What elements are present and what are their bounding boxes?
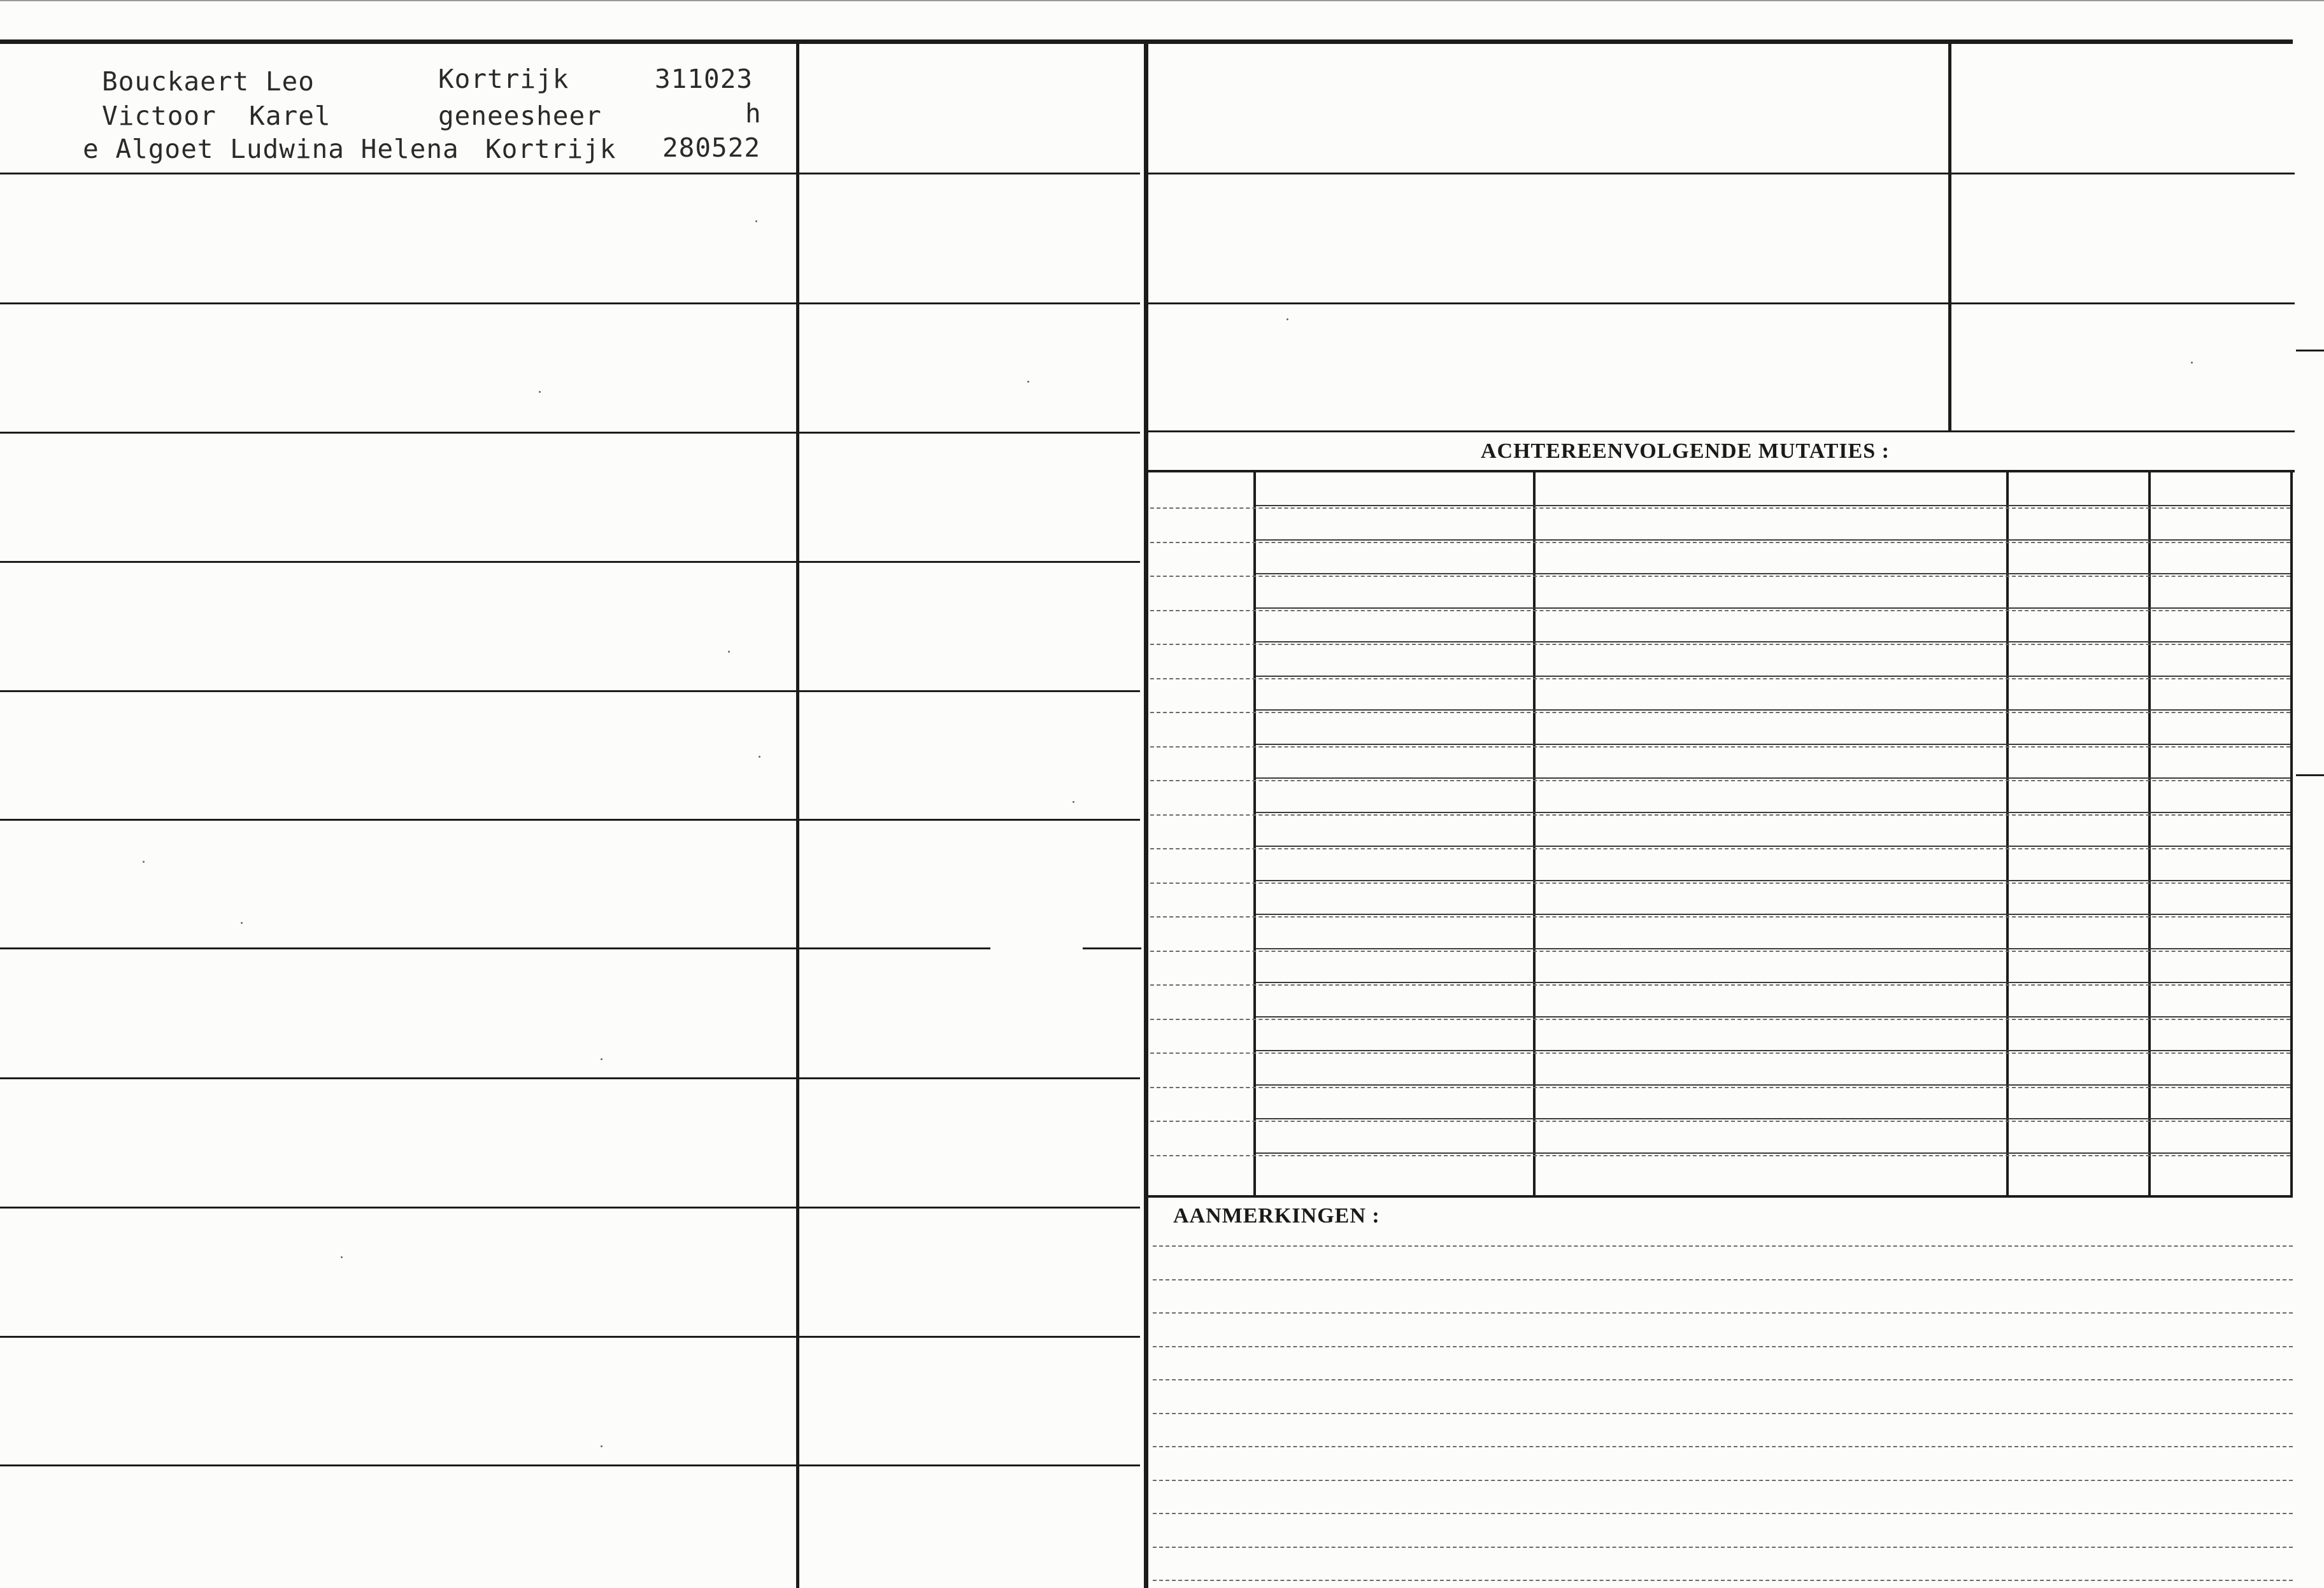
mutations-ruled-line [1150,542,2290,543]
remarks-ruled-line [1153,1346,2293,1347]
record-name-2: Victoor Karel [102,101,331,131]
left-row-line [0,173,1140,174]
paper-speck [755,220,757,222]
right-row-line [1148,302,2295,304]
left-row-line [0,302,1140,304]
mutations-ruled-line [1150,814,2290,816]
mutations-ruled-line-solid [1256,914,2290,915]
remarks-ruled-line [1153,1312,2293,1314]
right-upper-divider [1948,43,1951,430]
mutations-ruled-line-solid [1256,948,2290,949]
mutations-ruled-line-solid [1256,709,2290,711]
mutations-ruled-line [1150,1019,2290,1020]
paper-speck [241,922,243,924]
center-divider [1144,43,1148,1588]
mutations-ruled-line-solid [1256,1152,2290,1154]
mutations-ruled-line [1150,644,2290,645]
mutations-ruled-line [1150,780,2290,781]
record-place-1: Kortrijk [438,64,569,94]
paper-speck [1073,801,1074,803]
remarks-ruled-line [1153,1547,2293,1548]
left-column-divider [796,43,799,1588]
mutations-ruled-line [1150,984,2290,986]
mutations-ruled-line-solid [1256,676,2290,677]
mutations-col-divider [1533,472,1536,1197]
mutations-ruled-line-solid [1256,880,2290,881]
remarks-heading: AANMERKINGEN : [1173,1204,1380,1228]
mutations-col-divider [1253,472,1256,1197]
left-row-line [0,690,1140,692]
paper-speck [728,651,730,653]
record-name-1: Bouckaert Leo [102,66,315,97]
paper-speck [1027,381,1029,383]
left-row-line [0,947,796,949]
mutations-ruled-line [1150,507,2290,509]
record-name-3: e Algoet Ludwina Helena [83,134,459,164]
mutations-col-divider [2148,472,2151,1197]
left-row-line [0,1207,1140,1209]
left-row-line-partial [799,947,990,949]
paper-speck [143,861,145,863]
remarks-ruled-line [1153,1580,2293,1581]
record-code-1: 311023 [655,64,753,94]
mutations-ruled-line-solid [1256,812,2290,813]
mutations-ruled-line-solid [1256,1084,2290,1086]
paper-speck [539,391,541,393]
left-row-line [0,1336,1140,1338]
mutations-ruled-line [1150,576,2290,577]
left-row-line [0,1077,1140,1079]
mutations-ruled-line-solid [1256,982,2290,983]
right-row-line [1148,173,2295,174]
paper-speck [601,1445,602,1447]
record-place-2: geneesheer [438,101,602,131]
edge-tick [2296,774,2324,776]
remarks-ruled-line [1153,1413,2293,1414]
mutations-ruled-line-solid [1256,505,2290,506]
mutations-ruled-line-solid [1256,777,2290,779]
mutations-ruled-line-solid [1256,1118,2290,1119]
remarks-ruled-line [1153,1513,2293,1514]
record-place-3: Kortrijk [485,134,617,164]
record-code-2: h [745,98,762,129]
mutations-ruled-line [1150,1053,2290,1054]
record-code-3: 280522 [662,132,761,163]
mutations-ruled-line [1150,951,2290,952]
mutations-ruled-line [1150,746,2290,748]
mutations-ruled-line [1150,678,2290,679]
paper-speck [1287,318,1288,320]
mutations-ruled-line-solid [1256,846,2290,847]
left-row-line [0,432,1140,434]
mutations-ruled-line [1150,1087,2290,1088]
mutations-ruled-line-solid [1256,539,2290,541]
mutations-ruled-line-solid [1256,1050,2290,1051]
paper-speck [341,1256,343,1258]
mutations-ruled-line [1150,883,2290,884]
remarks-ruled-line [1153,1446,2293,1447]
mutations-ruled-line-solid [1256,1016,2290,1017]
paper-speck [2191,362,2193,364]
paper-speck [759,756,760,758]
remarks-ruled-line [1153,1279,2293,1280]
mutations-ruled-line-solid [1256,607,2290,609]
left-row-line [0,1464,1140,1466]
mutations-ruled-line [1150,712,2290,713]
mutations-col-divider [2290,472,2293,1197]
mutations-ruled-line [1150,1121,2290,1122]
mutations-ruled-line [1150,916,2290,918]
left-row-line-partial [1083,947,1141,949]
mutations-heading: ACHTEREENVOLGENDE MUTATIES : [1481,439,1890,463]
remarks-ruled-line [1153,1480,2293,1481]
remarks-ruled-line [1153,1379,2293,1380]
mutations-ruled-line-solid [1256,744,2290,745]
edge-tick [2296,350,2324,351]
right-row-line [1148,430,2295,432]
mutations-ruled-line [1150,610,2290,611]
mutations-col-divider [2006,472,2009,1197]
mutations-ruled-line-solid [1256,573,2290,574]
remarks-ruled-line [1153,1245,2293,1247]
mutations-ruled-line [1150,1155,2290,1156]
mutations-header-line [1148,470,2295,472]
left-row-line [0,561,1140,563]
mutations-ruled-line [1150,848,2290,849]
top-edge-line [0,0,2324,1]
left-row-line [0,819,1140,821]
mutations-bottom-line [1148,1195,2293,1198]
mutations-ruled-line-solid [1256,641,2290,642]
paper-speck [601,1058,602,1060]
